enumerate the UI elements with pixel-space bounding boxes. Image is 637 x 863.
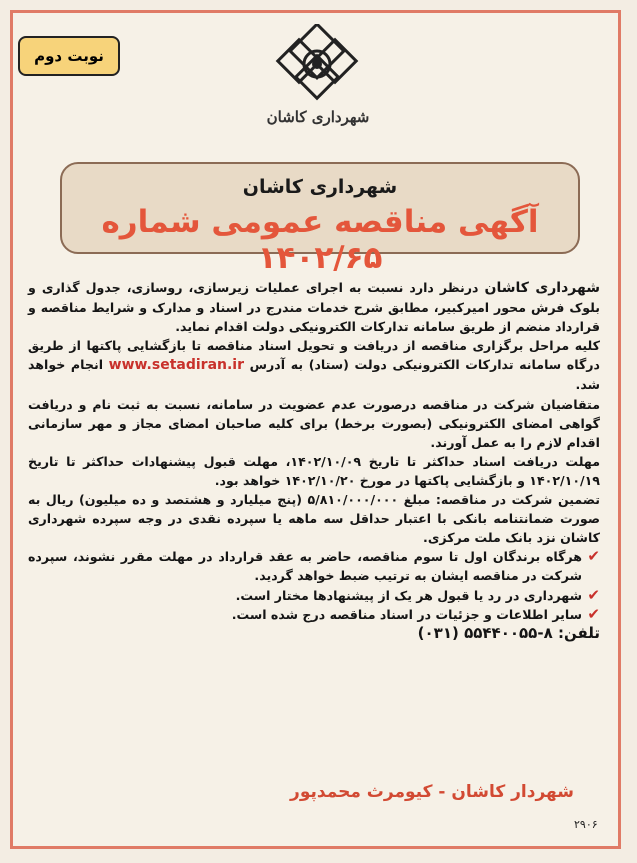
check-item xyxy=(28,586,600,605)
checkmark-icon: ✔ xyxy=(587,585,600,604)
paragraph-deadlines: مهلت دریافت اسناد حداکثر تا تاریخ ۱۴۰۲/۱۰/۰۹، مهلت قبول پیشنهادات حداکثر تا تاریخ ۱۴۰۲/۱۰/۱۹ و بازگشایی پاکتها در مورخ ۱۴۰۲/۱۰/۲۰ خواهد بود. xyxy=(28,453,600,488)
checkmark-icon: ✔ xyxy=(587,547,600,566)
notice-body xyxy=(28,278,600,643)
process-text: کلیه مراحل برگزاری مناقصه از دریافت و تحویل اسناد مناقصه تا بازگشایی پاکتها از طریق درگاه سامانه تدارکات الکترونیکی دولت (ستاد) به آدرس xyxy=(28,338,601,373)
title-box xyxy=(60,162,580,276)
check-item xyxy=(28,605,600,624)
process-end: انجام خواهد شد. xyxy=(28,357,600,393)
mayor-signature: شهردار کاشان - کیومرث محمدپور xyxy=(290,782,574,802)
check-text: شهرداری در رد یا قبول هر یک از پیشنهادها مختار است. xyxy=(235,587,582,603)
setad-link[interactable]: www.setadiran.ir xyxy=(108,357,245,374)
second-round-badge: نوبت دوم xyxy=(18,36,120,76)
checkmark-icon: ✔ xyxy=(587,604,600,623)
guarantee-text: مبلغ ۵/۸۱۰/۰۰۰/۰۰۰ (پنج میلیارد و هشتصد و ده میلیون) ریال به صورت ضمانتنامه بانکی با اعتبار حداقل سه ماهه یا سپرده نقدی در وجه سپرده شهرداری کاشان نزد بانک ملت مرکزی. xyxy=(28,492,600,546)
check-text: سایر اطلاعات و جزئیات در اسناد مناقصه درج شده است. xyxy=(231,606,582,622)
check-text: هرگاه برندگان اول تا سوم مناقصه، حاضر به عقد قرارداد در مهلت مقرر نشوند، سپرده شرکت در مناقصه ایشان به ترتیب ضبط خواهد گردید. xyxy=(28,549,582,584)
tender-title: آگهی مناقصه عمومی شماره ۱۴۰۲/۶۵ xyxy=(101,204,539,276)
paragraph-registration: متقاضیان شرکت در مناقصه درصورت عدم عضویت در سامانه، نسبت به ثبت نام و دریافت گواهی امضای الکترونیکی (بصورت برخط) برای کلیه صاحبان امضای مجاز و مهر سازمانی اقدام لازم را به عمل آورند. xyxy=(28,396,600,450)
intro-text: درنظر دارد نسبت به اجرای عملیات زیرسازی، روسازی، جدول گذاری و بلوک فرش محور امیرکبیر، مطابق شرح خدمات مندرج در اسناد و مدارک و شرایط مناقصه و قرارداد منضم از طریق سامانه تدارکات الکترونیکی دولت اقدام نماید. xyxy=(28,280,600,335)
issuer-heading: شهرداری کاشان xyxy=(242,176,398,198)
guarantee-lead: تضمین شرکت در مناقصه: xyxy=(435,492,600,508)
municipality-logo-icon xyxy=(262,24,372,106)
check-item xyxy=(28,547,600,585)
ad-code: ۲۹۰۶ xyxy=(574,818,598,831)
paragraph-guarantee xyxy=(28,490,600,547)
paragraph-process xyxy=(28,336,600,394)
paragraph-intro xyxy=(28,278,600,336)
phone-number: تلفن: ۸-۵۵۴۴۰۰۵۵ (۰۳۱) xyxy=(417,623,600,642)
intro-lead: شهرداری کاشان xyxy=(484,280,601,296)
logo-caption: شهرداری کاشان xyxy=(266,108,370,126)
